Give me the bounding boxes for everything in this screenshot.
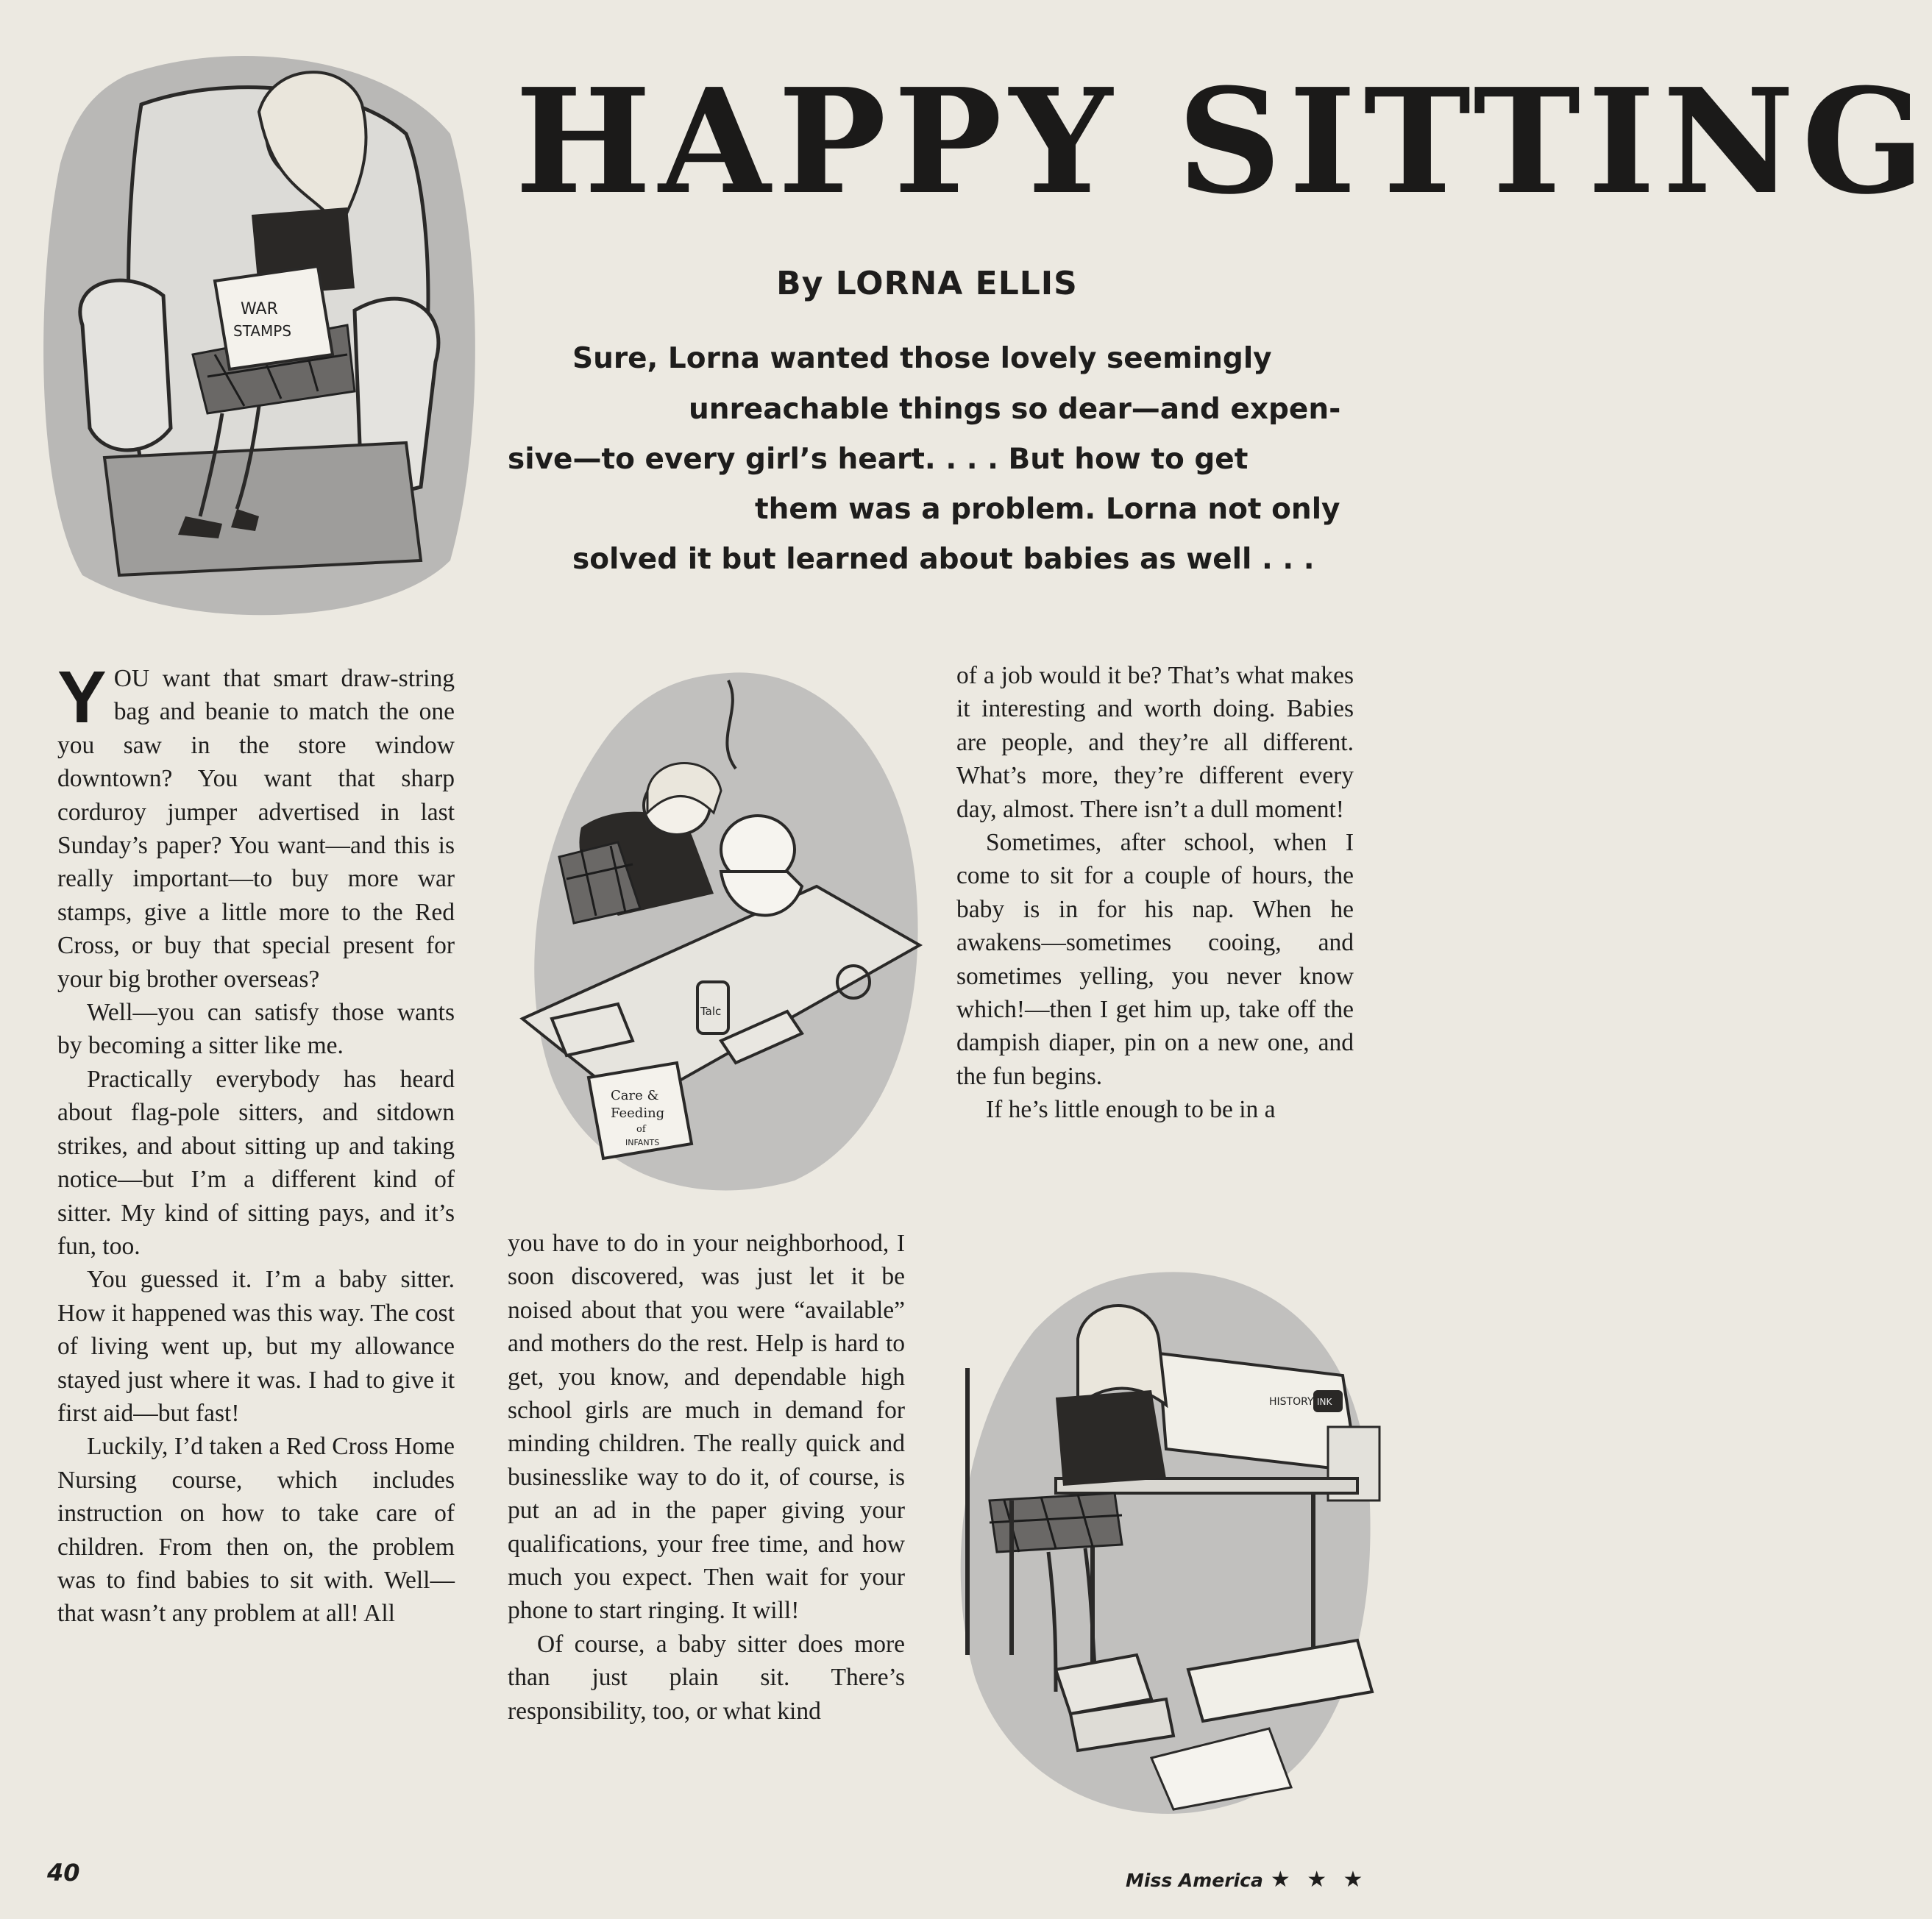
article-column-3 bbox=[956, 659, 1354, 1127]
paragraph: you have to do in your neighborhood, I soon discovered, was just let it be noised about that you were “available” and mothers do the rest. Help is hard to get, you know, and dependable high school girls are much in demand for minding children. The really quick and businesslike way to do it, of course, is put an ad in the paper giving your qualifications, your free time, and how much you expect. Then wait for your phone to start ringing. It will! bbox=[508, 1230, 905, 1625]
history-label: HISTORY bbox=[1269, 1396, 1314, 1408]
book-of: of bbox=[636, 1124, 646, 1135]
baby-illustration bbox=[508, 666, 934, 1203]
magazine-footer bbox=[1126, 1867, 1367, 1893]
article-title: HAPPY SITTING bbox=[515, 57, 1932, 227]
page-number: 40 bbox=[47, 1859, 80, 1887]
paragraph: Sometimes, after school, when I come to sit for a couple of hours, the baby is in for his nap. When he awakens—sometimes cooing, and sometimes yelling, you never know which!—then I get him up, take off the dampish diaper, pin on a new one, and the fun begins. bbox=[956, 829, 1354, 1090]
byline: By LORNA ELLIS bbox=[776, 265, 1078, 302]
book-text-war: WAR bbox=[241, 300, 278, 318]
article-column-1 bbox=[57, 656, 455, 1631]
magazine-name: Miss America bbox=[1126, 1870, 1263, 1891]
paragraph-text: OU want that smart draw-string bag and beanie to match the one you saw in the store window downtown? You want that sharp corduroy jumper advertised in last Sunday’s paper? You want—and this is really important—to buy more war stamps, give a little more to the Red Cross, or buy that special present for your big brother overseas? bbox=[57, 665, 455, 993]
deck-line-1: Sure, Lorna wanted those lovely seemingly bbox=[572, 342, 1272, 375]
paragraph: You guessed it. I’m a baby sitter. How it happened was this way. The cost of living went up, but my allowance stayed just where it was. I had to give it first aid—but fast! bbox=[57, 1266, 455, 1427]
deck-line-2: unreachable things so dear—and expen- bbox=[689, 393, 1341, 426]
paragraph: Luckily, I’d taken a Red Cross Home Nursing course, which includes instruction on how to take care of children. From then on, the problem was to find babies to sit with. Well—that wasn’t any problem at all! All bbox=[57, 1433, 455, 1628]
book-text-stamps: STAMPS bbox=[233, 322, 292, 340]
ink-label: INK bbox=[1317, 1397, 1332, 1407]
paragraph: of a job would it be? That’s what makes it interesting and worth doing. Babies are people, and they’re all different. What’s more, they’re different every day, almost. There isn’t a dull moment! bbox=[956, 662, 1354, 823]
deck-line-4: them was a problem. Lorna not only bbox=[755, 493, 1340, 526]
paragraph: Of course, a baby sitter does more than just plain sit. There’s responsibility, too, or what kind bbox=[508, 1630, 905, 1725]
paragraph: If he’s little enough to be in a bbox=[986, 1096, 1276, 1124]
paragraph: Practically everybody has heard about flag-pole sitters, and sitdown strikes, and about sitting up and taking notice—but I’m a different kind of sitter. My kind of sitting pays, and it’s fun, too. bbox=[57, 1065, 455, 1260]
desk-illustration bbox=[945, 1258, 1379, 1824]
deck-line-3: sive—to every girl’s heart. . . . But how to get bbox=[508, 443, 1249, 476]
armchair-illustration bbox=[38, 46, 480, 619]
article-column-2 bbox=[508, 1227, 905, 1728]
book-infants: INFANTS bbox=[625, 1138, 660, 1147]
paragraph bbox=[57, 656, 455, 996]
talc-label: Talc bbox=[700, 1005, 722, 1018]
paragraph: Well—you can satisfy those wants by becoming a sitter like me. bbox=[57, 999, 455, 1060]
stars-icon: ★ ★ ★ bbox=[1270, 1867, 1368, 1893]
book-feeding: Feeding bbox=[611, 1106, 665, 1121]
deck-line-5: solved it but learned about babies as well . . . bbox=[572, 543, 1315, 576]
book-care: Care & bbox=[611, 1088, 659, 1103]
drop-cap: Y bbox=[57, 656, 107, 738]
